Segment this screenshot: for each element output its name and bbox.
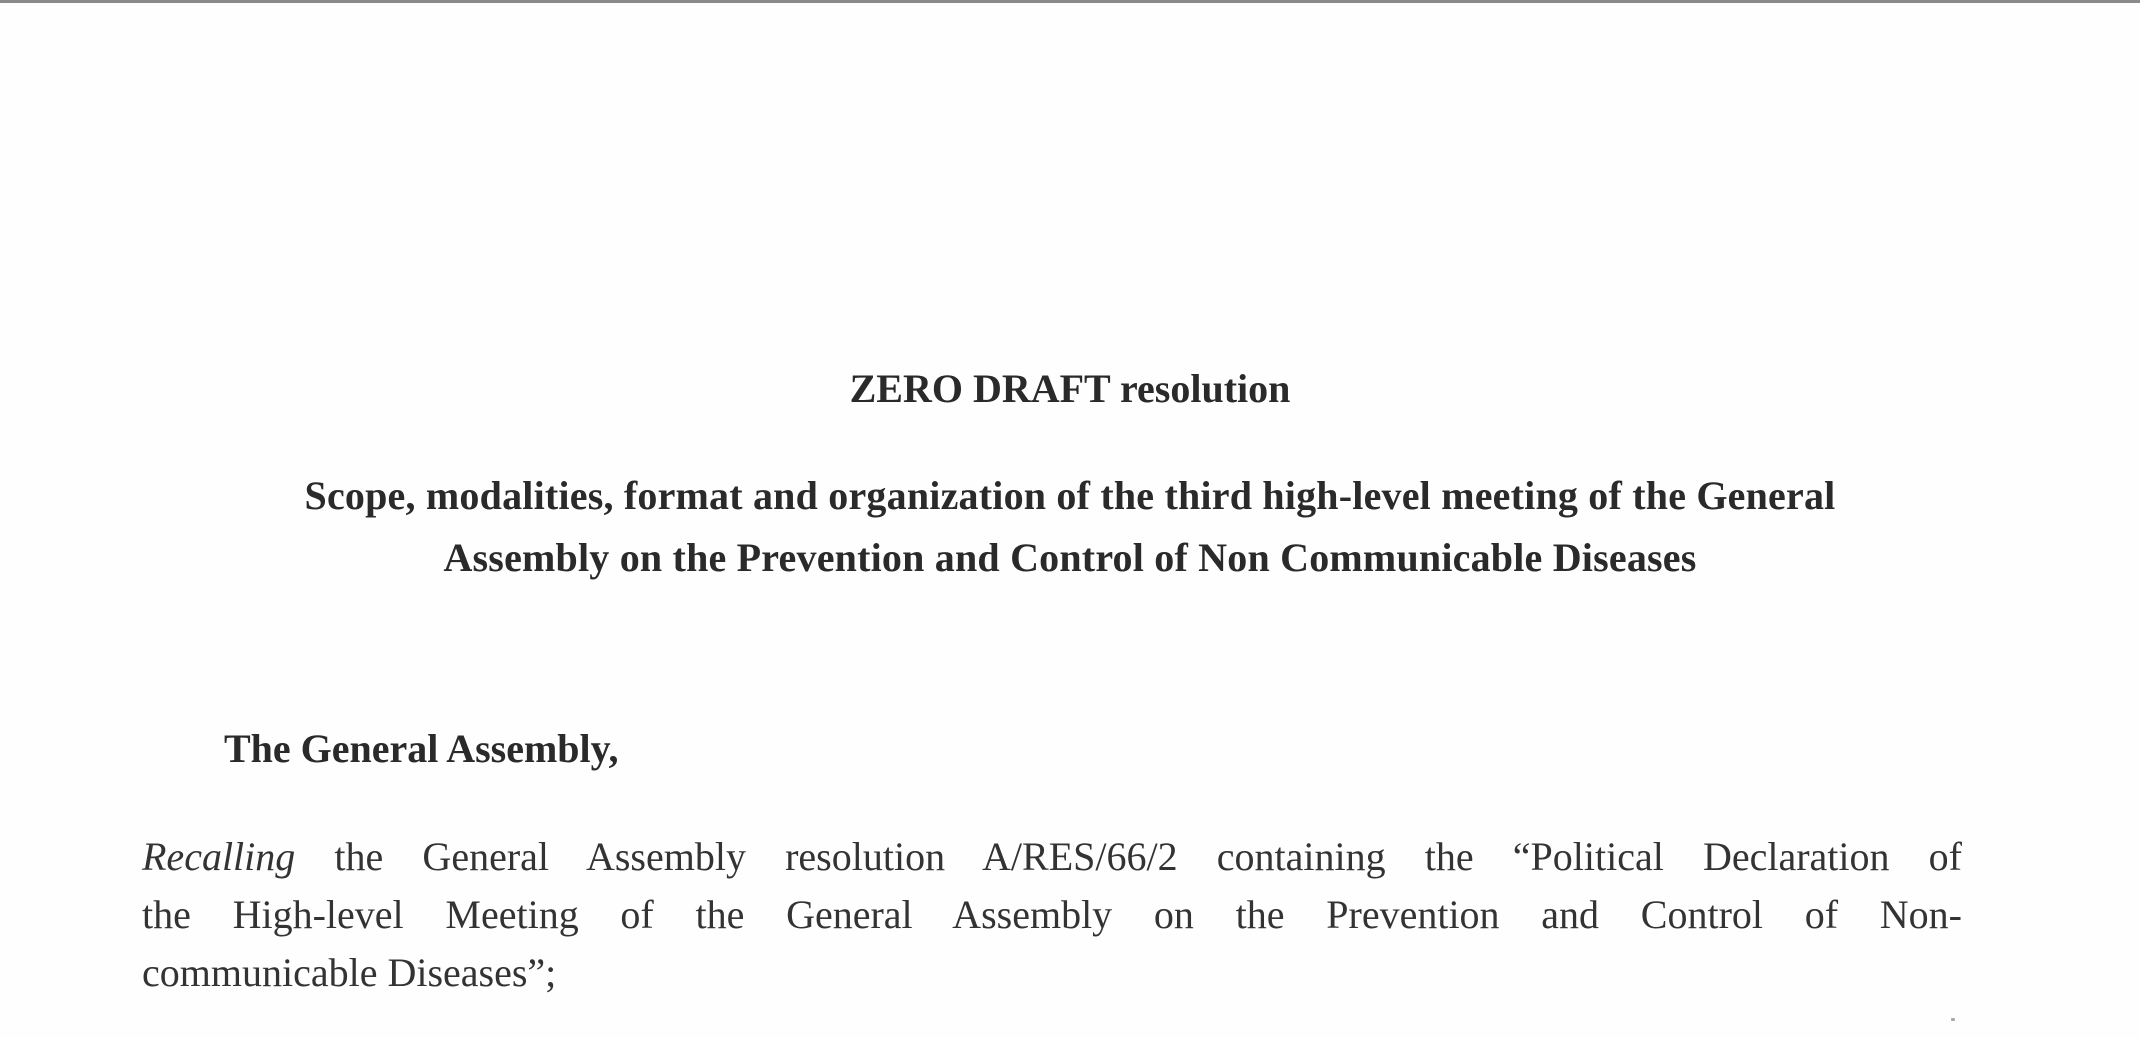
document-subtitle-line-2: Assembly on the Prevention and Control of Non Communicable Diseases [443,535,1697,580]
paragraph-lead-italic: Recalling [142,834,296,879]
page-top-edge [0,0,2140,3]
scan-speck [1951,1018,1955,1021]
recalling-paragraph [142,828,1962,1002]
document-subtitle [0,465,2140,589]
paragraph-line-1-text: the General Assembly resolution A/RES/66/2 containing the “Political Declaration of [295,834,1962,879]
paragraph-line-1 [142,828,1962,886]
paragraph-line-3: communicable Diseases”; [142,950,557,995]
document-title: ZERO DRAFT resolution [849,366,1291,411]
document-subtitle-line-1: Scope, modalities, format and organization of the third high-level meeting of the General [304,473,1836,518]
assembly-heading: The General Assembly, [224,726,619,771]
paragraph-line-2: the High-level Meeting of the General Assembly on the Prevention and Control of Non- [142,892,1962,937]
